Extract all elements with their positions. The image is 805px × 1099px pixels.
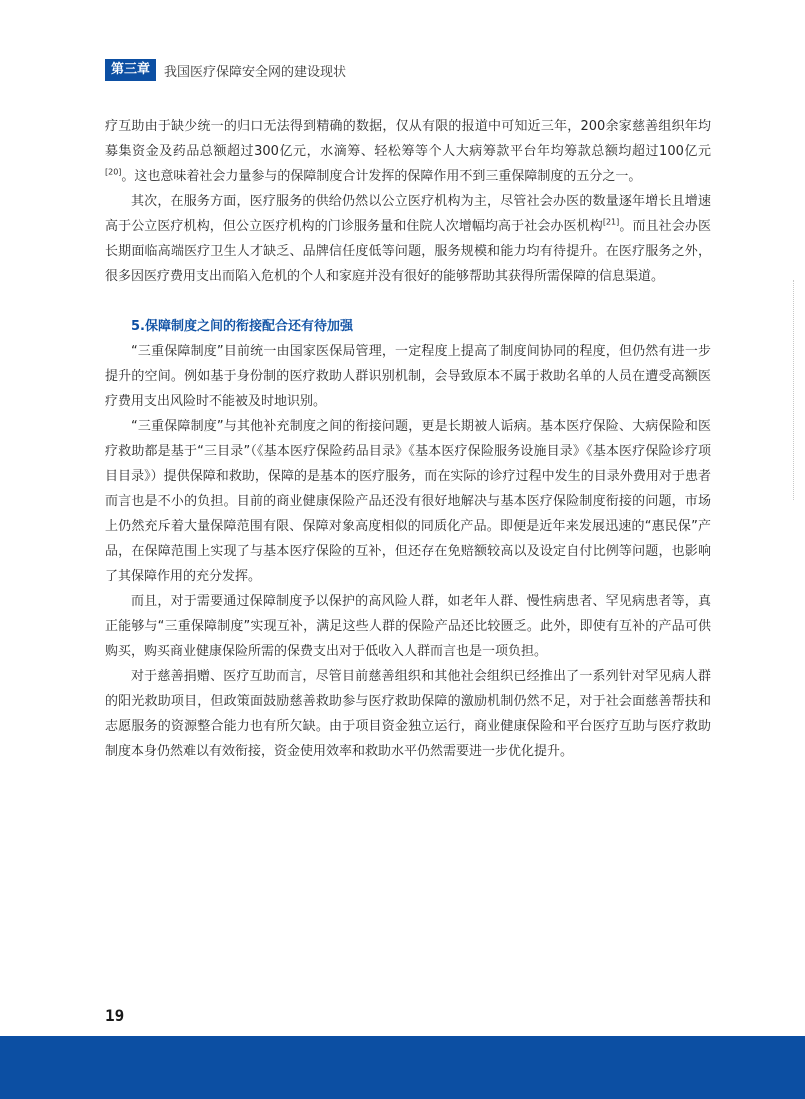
page-number: 19 [105, 1006, 125, 1025]
body-text [105, 114, 711, 764]
paragraph: “三重保障制度”与其他补充制度之间的衔接问题，更是长期被人诟病。基本医疗保险、大病保险和医疗救助都是基于“三目录”（《基本医疗保险药品目录》《基本医疗保险服务设施目录》《基本医疗保险诊疗项目目录》）提供保障和救助，保障的是基本的医疗服务，而在实际的诊疗过程中发生的目录外费用对于患者而言也是不小的负担。目前的商业健康保险产品还没有很好地解决与基本医疗保险制度衔接的问题，市场上仍然充斥着大量保障范围有限、保障对象高度相似的同质化产品。即便是近年来发展迅速的“惠民保”产品，在保障范围上实现了与基本医疗保险的互补，但还存在免赔额较高以及设定自付比例等问题，也影响了其保障作用的充分发挥。 [105, 419, 711, 584]
citation-ref: [20] [105, 167, 122, 177]
chapter-label: 第三章 [105, 59, 156, 81]
chapter-title: 我国医疗保障安全网的建设现状 [164, 64, 347, 80]
section-heading: 5.保障制度之间的衔接配合还有待加强 [131, 319, 353, 334]
paragraph: 疗互助由于缺少统一的归口无法得到精确的数据，仅从有限的报道中可知近三年，200余家慈善组织年均募集资金及药品总额超过300亿元，水滴筹、轻松筹等个人大病筹款平台年均筹款总额均超过100亿元[20]。这也意味着社会力量参与的保障制度合计发挥的保障作用不到三重保障制度的五分之一。 [105, 119, 711, 184]
paragraph: 其次，在服务方面，医疗服务的供给仍然以公立医疗机构为主，尽管社会办医的数量逐年增长且增速高于公立医疗机构，但公立医疗机构的门诊服务量和住院人次增幅均高于社会办医机构[21]。而且社会办医长期面临高端医疗卫生人才缺乏、品牌信任度低等问题，服务规模和能力均有待提升。在医疗服务之外，很多因医疗费用支出而陷入危机的个人和家庭并没有很好的能够帮助其获得所需保障的信息渠道。 [105, 194, 711, 284]
paragraph: 而且，对于需要通过保障制度予以保护的高风险人群，如老年人群、慢性病患者、罕见病患者等，真正能够与“三重保障制度”实现互补，满足这些人群的保险产品还比较匮乏。此外，即使有互补的产品可供购买，购买商业健康保险所需的保费支出对于低收入人群而言也是一项负担。 [105, 594, 711, 659]
margin-dotted-rule [793, 280, 794, 500]
citation-ref: [21] [602, 217, 620, 227]
paragraph: “三重保障制度”目前统一由国家医保局管理，一定程度上提高了制度间协同的程度，但仍然有进一步提升的空间。例如基于身份制的医疗救助人群识别机制，会导致原本不属于救助名单的人员在遭受高额医疗费用支出风险时不能被及时地识别。 [105, 344, 711, 409]
page-header [105, 59, 346, 81]
paragraph: 对于慈善捐赠、医疗互助而言，尽管目前慈善组织和其他社会组织已经推出了一系列针对罕见病人群的阳光救助项目，但政策面鼓励慈善救助参与医疗救助保障的激励机制仍然不足，对于社会面慈善帮扶和志愿服务的资源整合能力也有所欠缺。由于项目资金独立运行，商业健康保险和平台医疗互助与医疗救助制度本身仍然难以有效衔接，资金使用效率和救助水平仍然需要进一步优化提升。 [105, 669, 711, 759]
footer-band [0, 1036, 805, 1099]
